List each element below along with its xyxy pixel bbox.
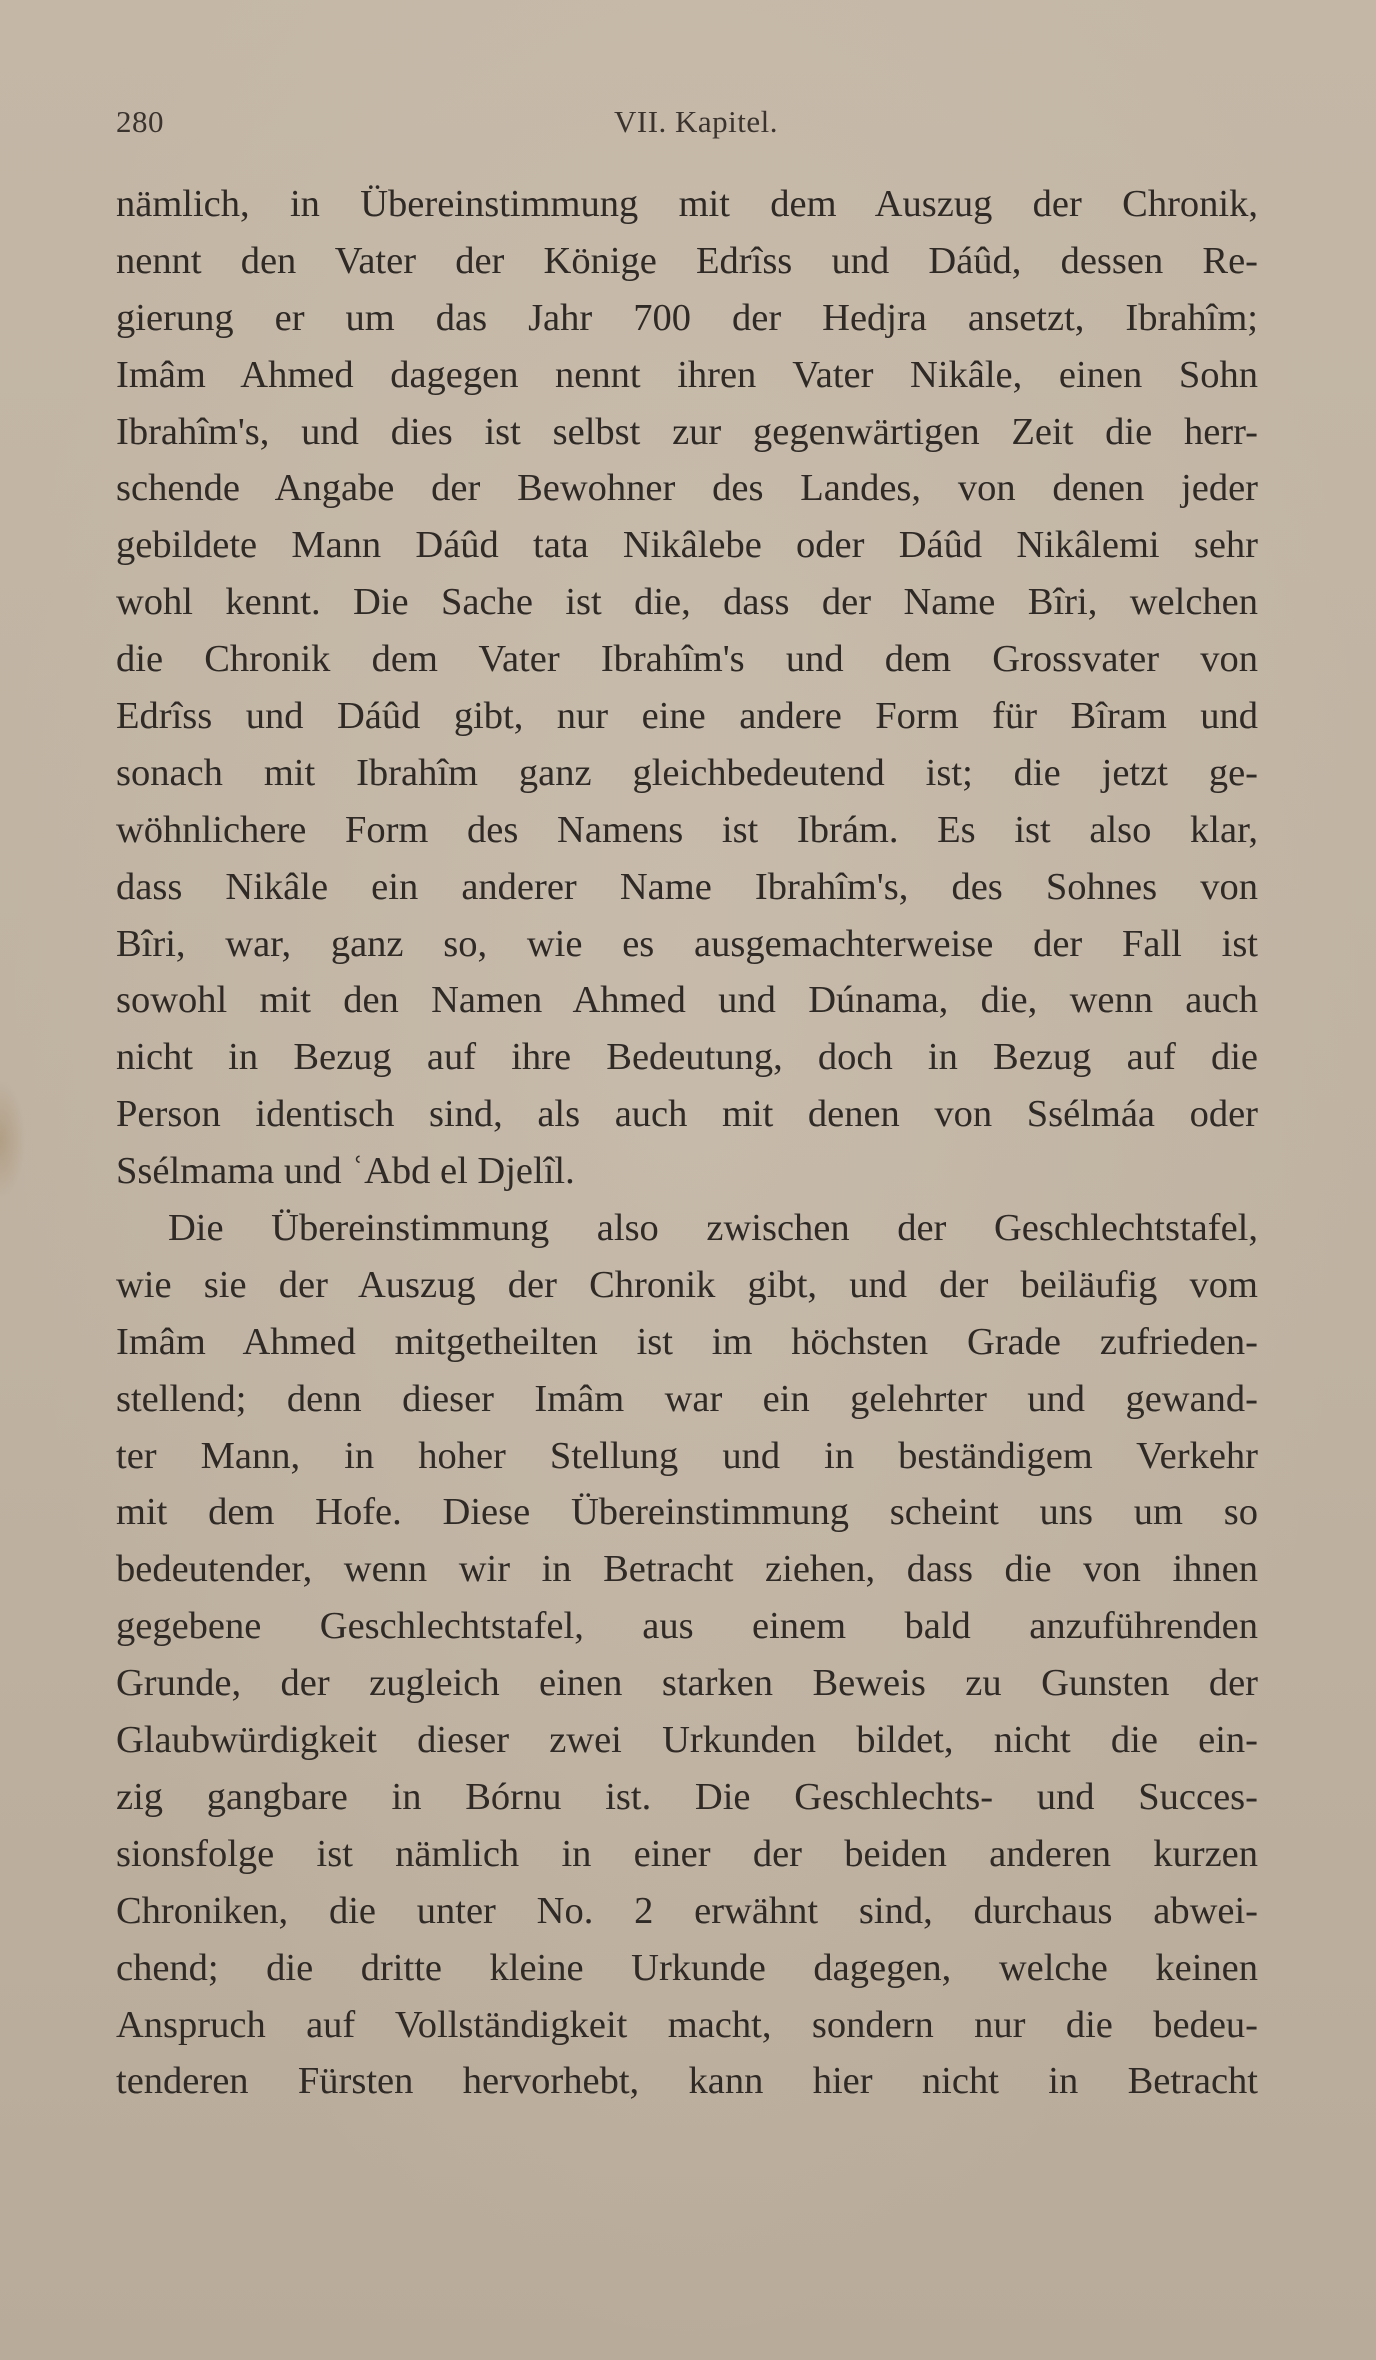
paragraph-1 (116, 176, 1258, 1200)
text-line: ter Mann, in hoher Stellung und in beständigem Verkehr (116, 1434, 1258, 1477)
text-line: gierung er um das Jahr 700 der Hedjra ansetzt, Ibrahîm; (116, 296, 1258, 339)
text-line: Imâm Ahmed dagegen nennt ihren Vater Nikâle, einen Sohn (116, 353, 1258, 396)
text-line: Bîri, war, ganz so, wie es ausgemachterweise der Fall ist (116, 922, 1258, 965)
text-line: gegebene Geschlechtstafel, aus einem bald anzuführenden (116, 1605, 1258, 1648)
text-line: Grunde, der zugleich einen starken Beweis zu Gunsten der (116, 1662, 1258, 1705)
text-line: sowohl mit den Namen Ahmed und Dúnama, die, wenn auch (116, 979, 1258, 1022)
page-number: 280 (116, 104, 164, 139)
text-line: dass Nikâle ein anderer Name Ibrahîm's, des Sohnes von (116, 865, 1258, 908)
text-line: tenderen Fürsten hervorhebt, kann hier nicht in Betracht (116, 2060, 1258, 2103)
text-line: nämlich, in Übereinstimmung mit dem Auszug der Chronik, (116, 183, 1258, 225)
text-line: nennt den Vater der Könige Edrîss und Dáûd, dessen Re- (116, 239, 1258, 282)
text-line: schende Angabe der Bewohner des Landes, von denen jeder (116, 467, 1258, 510)
paragraph-2 (116, 1200, 1258, 2110)
text-line: mit dem Hofe. Diese Übereinstimmung scheint uns um so (116, 1491, 1258, 1534)
text-line: wöhnlichere Form des Namens ist Ibrám. Es ist also klar, (116, 808, 1258, 851)
text-line: sionsfolge ist nämlich in einer der beiden anderen kurzen (116, 1832, 1258, 1875)
text-line: Chroniken, die unter No. 2 erwähnt sind, durchaus abwei- (116, 1889, 1258, 1932)
text-line: Imâm Ahmed mitgetheilten ist im höchsten Grade zufrieden- (116, 1320, 1258, 1363)
text-line: wohl kennt. Die Sache ist die, dass der Name Bîri, welchen (116, 581, 1258, 624)
text-line: Die Übereinstimmung also zwischen der Geschlechtstafel, (168, 1207, 1258, 1250)
text-line: Ssélmama und ʿAbd el Djelîl. (116, 1150, 575, 1193)
text-line: Edrîss und Dáûd gibt, nur eine andere Form für Bîram und (116, 695, 1258, 738)
text-line: Glaubwürdigkeit dieser zwei Urkunden bildet, nicht die ein- (116, 1719, 1258, 1762)
text-line: chend; die dritte kleine Urkunde dagegen, welche keinen (116, 1946, 1258, 1989)
page-header (116, 104, 1258, 148)
text-line: Ibrahîm's, und dies ist selbst zur gegenwärtigen Zeit die herr- (116, 410, 1258, 453)
text-line: bedeutender, wenn wir in Betracht ziehen, dass die von ihnen (116, 1548, 1258, 1591)
text-line: gebildete Mann Dáûd tata Nikâlebe oder Dáûd Nikâlemi sehr (116, 524, 1258, 567)
text-line: stellend; denn dieser Imâm war ein gelehrter und gewand- (116, 1377, 1258, 1420)
running-head: VII. Kapitel. (613, 104, 779, 139)
text-line: zig gangbare in Bórnu ist. Die Geschlechts- und Succes- (116, 1775, 1258, 1818)
page-edge-stain (0, 1080, 26, 1200)
text-line: sonach mit Ibrahîm ganz gleichbedeutend ist; die jetzt ge- (116, 751, 1258, 794)
text-line: die Chronik dem Vater Ibrahîm's und dem Grossvater von (116, 638, 1258, 681)
text-line: Anspruch auf Vollständigkeit macht, sondern nur die bedeu- (116, 2003, 1258, 2046)
body-text (116, 176, 1258, 2110)
text-line: Person identisch sind, als auch mit denen von Ssélmáa oder (116, 1093, 1258, 1136)
text-line: wie sie der Auszug der Chronik gibt, und der beiläufig vom (116, 1263, 1258, 1306)
text-line: nicht in Bezug auf ihre Bedeutung, doch in Bezug auf die (116, 1036, 1258, 1079)
